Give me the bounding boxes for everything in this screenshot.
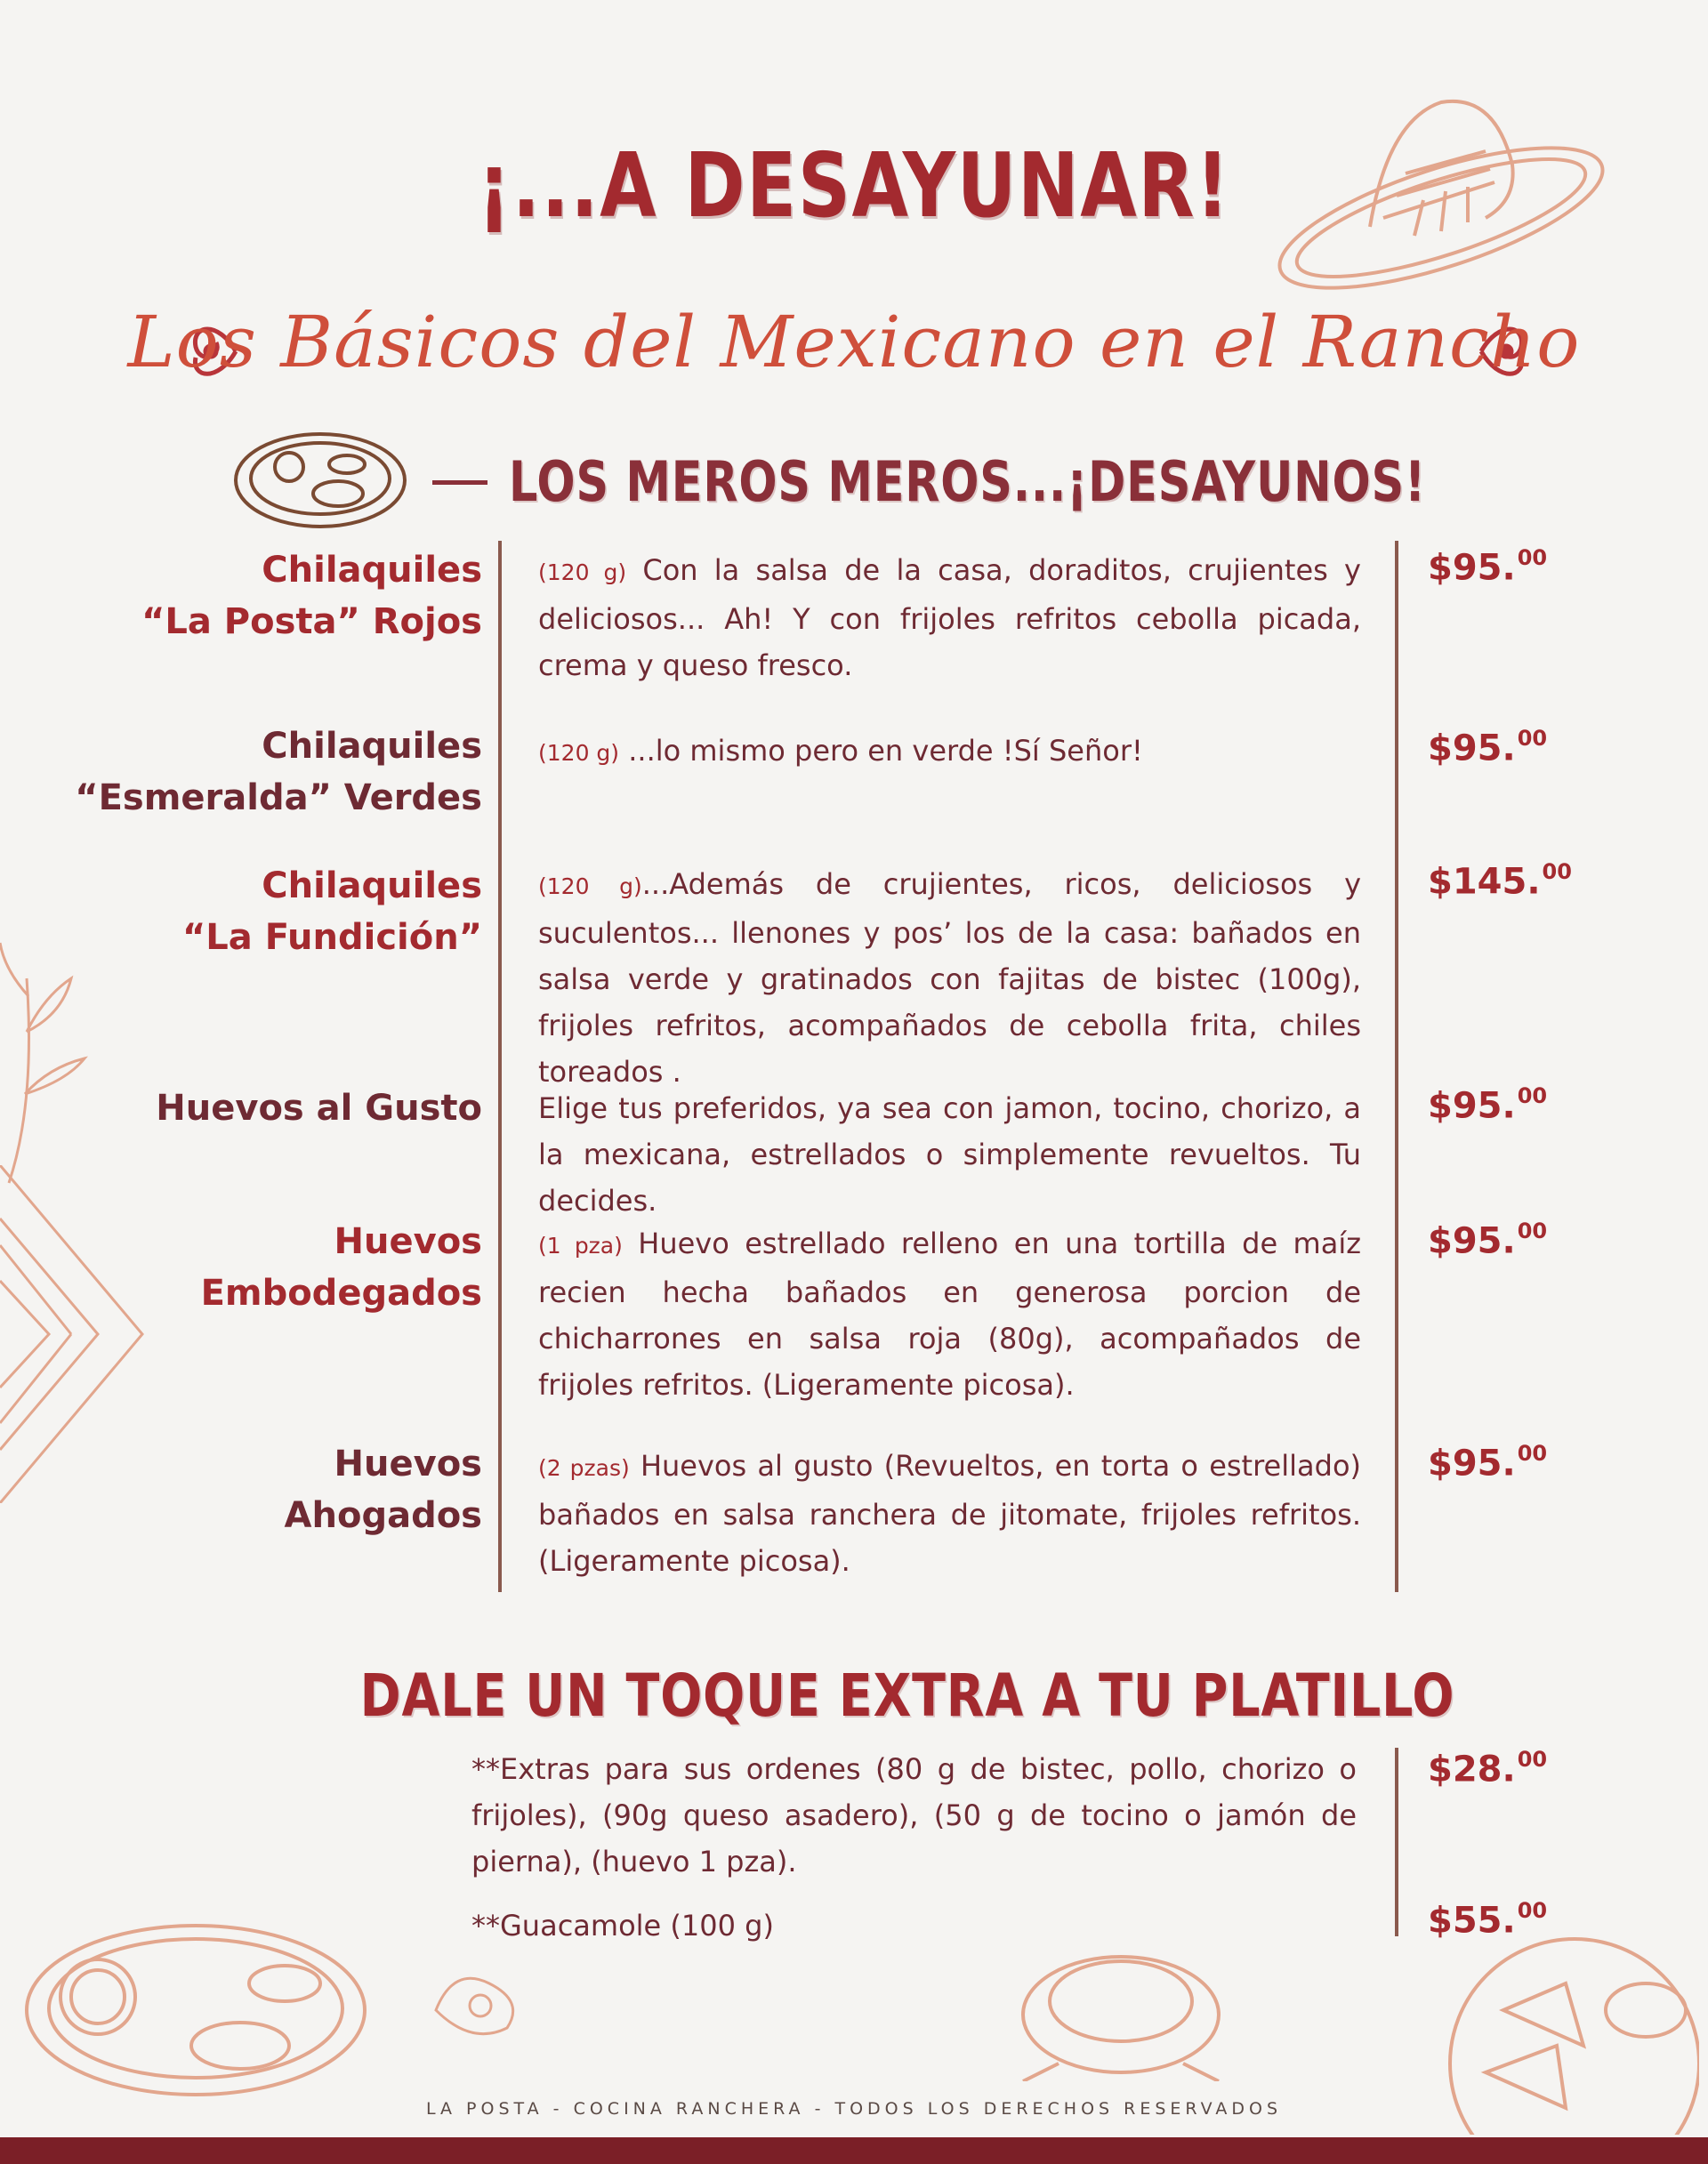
food-sketch xyxy=(18,1895,391,2099)
menu-item-description: (2 pzas) Huevos al gusto (Revueltos, en torta o estrellado) bañados en salsa ranchera de jitomate, frijoles refritos. (Ligeramente picosa). xyxy=(538,1449,1361,1578)
extra-item-price: $28.00 xyxy=(1428,1747,1548,1790)
page-title: ¡...A DESAYUNAR! xyxy=(477,133,1231,237)
section-heading: LOS MEROS MEROS...¡DESAYUNOS! xyxy=(509,449,1427,514)
menu-item-description: Elige tus preferidos, ya sea con jamon, tocino, chorizo, a la mexicana, estrellados o simplemente revueltos. Tu decides. xyxy=(538,1091,1361,1218)
menu-item-price: $95.00 xyxy=(1428,545,1548,589)
menu-item-description: (1 pza) Huevo estrellado relleno en una tortilla de maíz recien hecha bañados en generosa porcion de chicharrones en salsa roja (80g), acompañados de frijoles refritos. (Ligeramente picosa). xyxy=(538,1227,1362,1402)
menu-item-description: (120 g) ...lo mismo pero en verde !Sí Señor! xyxy=(538,734,1143,768)
food-sketch xyxy=(1005,1939,1237,2081)
heading-dash xyxy=(432,480,487,485)
herb-sketch xyxy=(0,925,107,1192)
menu-item-name: Huevos Ahogados xyxy=(284,1444,482,1536)
plate-illustration xyxy=(231,427,409,534)
column-divider xyxy=(498,541,502,1592)
menu-item-price: $95.00 xyxy=(1428,726,1548,769)
menu-item-name: Chilaquiles “La Fundición” xyxy=(182,865,482,958)
food-sketch xyxy=(418,1957,543,2046)
menu-item-price: $95.00 xyxy=(1428,1441,1548,1484)
menu-item-description: (120 g) Con la salsa de la casa, doraditos, crujientes y deliciosos... Ah! Y con frijoles refritos cebolla picada, crema y queso fresco. xyxy=(538,553,1361,682)
extra-item-price: $55.00 xyxy=(1428,1898,1548,1942)
menu-item-price: $95.00 xyxy=(1428,1219,1548,1262)
extra-item-description: **Guacamole (100 g) xyxy=(471,1909,774,1943)
menu-item-name: Huevos Embodegados xyxy=(200,1221,482,1314)
page-subtitle: Los Básicos del Mexicano en el Rancho xyxy=(127,301,1581,383)
footer-text: LA POSTA - COCINA RANCHERA - TODOS LOS DERECHOS RESERVADOS xyxy=(425,2099,1283,2119)
menu-item-name: Huevos al Gusto xyxy=(156,1088,482,1129)
menu-item-price: $95.00 xyxy=(1428,1083,1548,1127)
menu-item-name: Chilaquiles “La Posta” Rojos xyxy=(141,550,482,642)
menu-item-description: (120 g)...Además de crujientes, ricos, deliciosos y suculentos... llenones y pos’ los de la casa: bañados en salsa verde y gratinados con fajitas de bistec (100g), frijoles refritos, acompañados de cebolla frita, chiles toreados . xyxy=(538,867,1362,1089)
menu-item-price: $145.00 xyxy=(1428,859,1572,903)
menu-item-name: Chilaquiles “Esmeralda” Verdes xyxy=(75,726,482,818)
column-divider xyxy=(1395,1748,1398,1936)
bottom-bar xyxy=(0,2137,1708,2164)
extra-item-description: **Extras para sus ordenes (80 g de bistec, pollo, chorizo o frijoles), (90g queso asadero), (50 g de tocino o jamón de pierna), (huevo 1 pza). xyxy=(471,1752,1357,1878)
extras-heading: DALE UN TOQUE EXTRA A TU PLATILLO xyxy=(359,1661,1455,1730)
column-divider xyxy=(1395,541,1398,1592)
